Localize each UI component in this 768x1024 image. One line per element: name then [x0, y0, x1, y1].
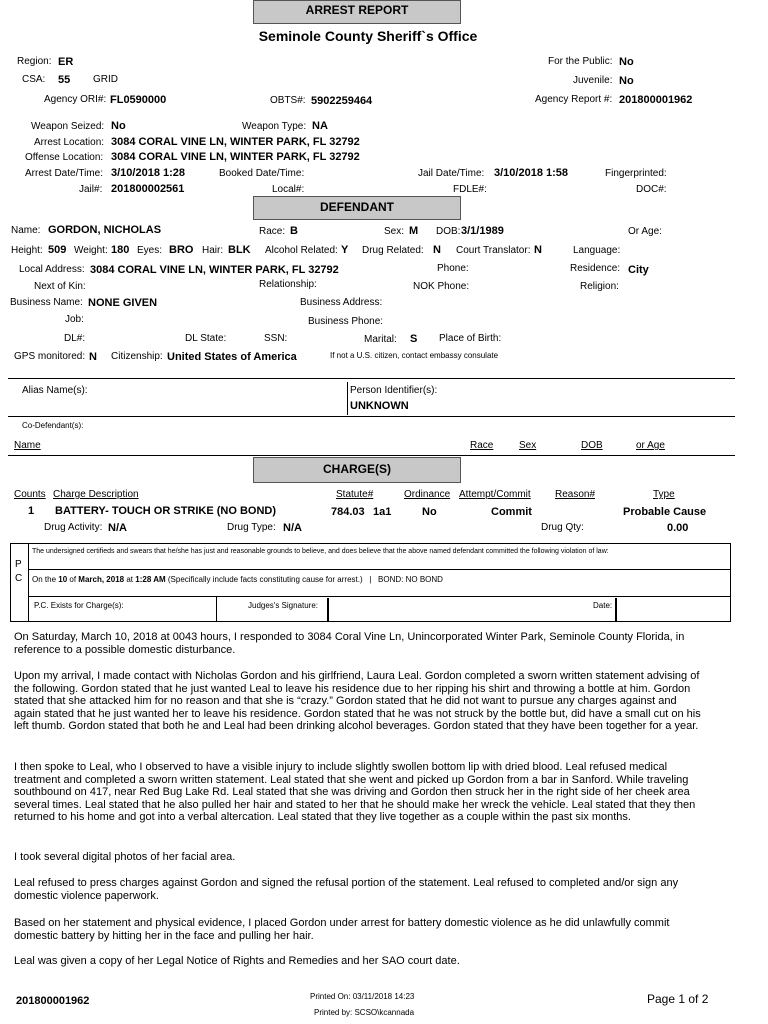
charge-statute: 784.03: [331, 506, 365, 518]
agency-report-label: Agency Report #:: [535, 94, 613, 105]
alias-label: Alias Name(s):: [22, 385, 88, 396]
fingerprinted-label: Fingerprinted:: [605, 168, 667, 179]
nok-phone-label: NOK Phone:: [413, 281, 470, 292]
pc-month-year: March, 2018: [78, 575, 125, 584]
language-label: Language:: [573, 245, 621, 256]
arrest-location-label: Arrest Location:: [34, 137, 105, 148]
residence-value: City: [628, 264, 649, 276]
codefendant-label: Co-Defendant(s):: [22, 421, 84, 430]
public-value: No: [619, 56, 634, 68]
charge-type: Probable Cause: [623, 506, 707, 518]
agency-report-value: 201800001962: [619, 94, 693, 106]
drug-activity-value: N/A: [108, 522, 127, 534]
counts-header: Counts: [14, 489, 46, 500]
nok-label: Next of Kin:: [34, 281, 86, 292]
hair-value: BLK: [228, 244, 251, 256]
local-no-label: Local#:: [272, 184, 305, 195]
weapon-type-label: Weapon Type:: [242, 121, 307, 132]
address-value: 3084 CORAL VINE LN, WINTER PARK, FL 32792: [90, 264, 339, 276]
pob-label: Place of Birth:: [439, 333, 502, 344]
drug-type-value: N/A: [283, 522, 302, 534]
statute-header: Statute#: [336, 489, 374, 500]
drug-qty-label: Drug Qty:: [541, 522, 584, 533]
pc-specific: (Specifically include facts constituting cause for arrest.): [167, 575, 363, 584]
jail-no-value: 201800002561: [111, 183, 185, 195]
dl-state-label: DL State:: [185, 333, 227, 344]
judge-signature-label: Judges's Signature:: [248, 601, 319, 610]
alcohol-label: Alcohol Related:: [265, 245, 338, 256]
gps-label: GPS monitored:: [14, 351, 86, 362]
dob-label: DOB:: [436, 226, 461, 237]
business-value: NONE GIVEN: [88, 297, 158, 309]
divider: [347, 382, 348, 415]
jail-no-label: Jail#:: [79, 184, 103, 195]
pc-statement: The undersigned certifieds and swears that he/she has just and reasonable grounds to believe, and does believe that the above named defendant committed the following violation of law:: [32, 548, 609, 555]
offense-location-value: 3084 CORAL VINE LN, WINTER PARK, FL 32792: [111, 151, 360, 163]
business-label: Business Name:: [10, 297, 83, 308]
pc-date-label: Date:: [593, 601, 613, 610]
region-label: Region:: [17, 56, 52, 67]
alcohol-value: Y: [341, 244, 349, 256]
weapon-seized-value: No: [111, 120, 126, 132]
phone-label: Phone:: [437, 263, 469, 274]
charge-desc-header: Charge Description: [53, 489, 139, 500]
gps-value: N: [89, 351, 97, 363]
height-label: Height:: [11, 245, 43, 256]
pc-date-field[interactable]: [615, 598, 617, 622]
divider: [8, 455, 735, 456]
arrest-datetime-value: 3/10/2018 1:28: [111, 167, 186, 179]
footer-page-number: Page 1 of 2: [647, 992, 709, 1006]
person-id-value: UNKNOWN: [350, 400, 409, 412]
pc-exists-label: P.C. Exists for Charge(s):: [34, 601, 124, 610]
arrest-datetime-label: Arrest Date/Time:: [25, 168, 103, 179]
booked-label: Booked Date/Time:: [219, 168, 305, 179]
pc-side-c: C: [15, 573, 23, 584]
race-label: Race:: [259, 226, 286, 237]
citizenship-label: Citizenship:: [111, 351, 163, 362]
attempt-header: Attempt/Commit: [459, 489, 531, 500]
marital-label: Marital:: [364, 334, 397, 345]
divider: [216, 596, 217, 622]
job-label: Job:: [65, 314, 84, 325]
translator-label: Court Translator:: [456, 245, 531, 256]
marital-value: S: [410, 333, 418, 345]
codef-dob-header: DOB: [581, 440, 603, 451]
weight-label: Weight:: [74, 245, 108, 256]
residence-label: Residence:: [570, 263, 621, 274]
jail-datetime-label: Jail Date/Time:: [418, 168, 485, 179]
narrative-paragraph: I took several digital photos of her facial area.: [14, 851, 236, 863]
drug-related-value: N: [433, 244, 441, 256]
pc-bond: BOND: NO BOND: [378, 575, 443, 584]
type-header: Type: [653, 489, 675, 500]
translator-value: N: [534, 244, 542, 256]
codef-age-header: or Age: [636, 440, 665, 451]
ori-label: Agency ORI#:: [44, 94, 107, 105]
divider: [28, 569, 731, 570]
pc-on-the: On the: [32, 575, 57, 584]
reason-header: Reason#: [555, 489, 596, 500]
juvenile-label: Juvenile:: [573, 75, 613, 86]
footer-report-number: 201800001962: [16, 995, 90, 1007]
name-value: GORDON, NICHOLAS: [48, 224, 162, 236]
pc-day: 10: [58, 575, 68, 584]
charge-description: BATTERY- TOUCH OR STRIKE (NO BOND): [55, 505, 277, 517]
address-label: Local Address:: [19, 264, 85, 275]
embassy-note: If not a U.S. citizen, contact embassy consulate: [330, 351, 499, 360]
business-phone-label: Business Phone:: [308, 316, 384, 327]
defendant-section-header: DEFENDANT: [253, 196, 461, 220]
narrative-paragraph: On Saturday, March 10, 2018 at 0043 hours, I responded to 3084 Coral Vine Ln, Unincorporated Winter Park, Seminole County Florida, in reference to a possible domestic disturbance.: [14, 631, 685, 656]
divider: [28, 543, 29, 622]
obts-label: OBTS#:: [270, 95, 306, 106]
region-value: ER: [58, 56, 74, 68]
pc-time: 1:28 AM: [135, 575, 166, 584]
narrative-paragraph: Leal refused to press charges against Gordon and signed the refusal portion of the statement. Leal refused to completed and/or sign any domestic violence paperwork.: [14, 877, 679, 902]
ori-value: FL0590000: [110, 94, 167, 106]
codef-name-header: Name: [14, 440, 41, 451]
obts-value: 5902259464: [311, 95, 373, 107]
eyes-value: BRO: [169, 244, 194, 256]
religion-label: Religion:: [580, 281, 619, 292]
csa-label: CSA:: [22, 74, 46, 85]
drug-activity-label: Drug Activity:: [44, 522, 103, 533]
charges-section-header: CHARGE(S): [253, 457, 461, 483]
dob-value: 3/1/1989: [461, 225, 504, 237]
narrative-paragraph: Leal was given a copy of her Legal Notice of Rights and Remedies and her SAO court date.: [14, 955, 460, 967]
sex-label: Sex:: [384, 226, 405, 237]
drug-related-label: Drug Related:: [362, 245, 424, 256]
divider: [28, 596, 731, 597]
business-address-label: Business Address:: [300, 297, 383, 308]
agency-name: Seminole County Sheriff`s Office: [258, 28, 478, 44]
pc-separator: |: [369, 575, 372, 584]
or-age-label: Or Age:: [628, 226, 662, 237]
fdle-label: FDLE#:: [453, 184, 487, 195]
weight-value: 180: [111, 244, 130, 256]
doc-label: DOC#:: [636, 184, 667, 195]
charge-ordinance: No: [422, 506, 437, 518]
judge-signature-field[interactable]: [327, 598, 329, 622]
divider: [8, 416, 735, 417]
pc-of: of: [69, 575, 77, 584]
csa-value: 55: [58, 74, 71, 86]
narrative-paragraph: Upon my arrival, I made contact with Nicholas Gordon and his girlfriend, Laura Leal. Gordon completed a sworn written statement advising of the following. Gordon stated that he just wanted Leal to leave his residence due to her ripping his shirt and throwing a bottle at him. Gordon stated that she attacked him for no reason and that she is “crazy.” Gordon stated that he did not want to pursue any charges against and again stated that he just wanted her to leave his residence. Gordon stated that he was not struck by the bottle but, did have a small cut on his left thumb. Gordon stated that both he and Leal had been drinking alcohol beverages. Gordon stated that they have been together for a year.: [14, 670, 701, 733]
offense-location-label: Offense Location:: [25, 152, 104, 163]
codef-sex-header: Sex: [519, 440, 537, 451]
report-title: ARREST REPORT: [253, 0, 461, 24]
pc-side-p: P: [15, 559, 22, 570]
codef-race-header: Race: [470, 440, 494, 451]
citizenship-value: United States of America: [167, 351, 297, 363]
name-label: Name:: [11, 225, 41, 236]
charge-count: 1: [28, 505, 35, 517]
divider: [8, 378, 735, 379]
weapon-type-value: NA: [312, 120, 328, 132]
csa-extra: GRID: [93, 74, 118, 85]
sex-value: M: [409, 225, 419, 237]
charge-attempt: Commit: [491, 506, 532, 518]
arrest-location-value: 3084 CORAL VINE LN, WINTER PARK, FL 32792: [111, 136, 360, 148]
narrative-paragraph: I then spoke to Leal, who I observed to have a visible injury to include slightly swollen bottom lip with dried blood. Leal refused medical treatment and completed a sworn written statement. Leal stated that she went and picked up Gordon from a bar in Sanford. While traveling southbound on 417, near Red Bug Lake Rd. Leal stated that she was driving and Gordon then struck her in the right side of her cheek area several times. Leal stated that he also pulled her hair and stated to her that he should make her wreck the vehicle. Leal stated that they then returned to his home and got into a verbal altercation. Leal stated that they live together as a couple within the past six months.: [14, 761, 696, 824]
height-value: 509: [48, 244, 67, 256]
drug-qty-value: 0.00: [667, 522, 689, 534]
dl-label: DL#:: [64, 333, 86, 344]
footer-printed-on: Printed On: 03/11/2018 14:23: [310, 992, 415, 1001]
footer-printed-by: Printed by: SCSO\kcannada: [314, 1008, 415, 1017]
weapon-seized-label: Weapon Seized:: [31, 121, 105, 132]
person-id-label: Person Identifier(s):: [350, 385, 438, 396]
race-value: B: [290, 225, 298, 237]
eyes-label: Eyes:: [137, 245, 163, 256]
drug-type-label: Drug Type:: [227, 522, 276, 533]
ordinance-header: Ordinance: [404, 489, 451, 500]
narrative-paragraph: Based on her statement and physical evidence, I placed Gordon under arrest for battery domestic violence as he did unlawfully commit domestic battery by hitting her in the face and pulling her hair.: [14, 917, 670, 942]
public-label: For the Public:: [548, 56, 613, 67]
ssn-label: SSN:: [264, 333, 288, 344]
hair-label: Hair:: [202, 245, 224, 256]
charge-statute-sub: 1a1: [373, 506, 392, 518]
juvenile-value: No: [619, 75, 634, 87]
jail-datetime-value: 3/10/2018 1:58: [494, 167, 569, 179]
relationship-label: Relationship:: [259, 279, 317, 290]
pc-date-line: [32, 575, 443, 584]
pc-at: at: [126, 575, 134, 584]
